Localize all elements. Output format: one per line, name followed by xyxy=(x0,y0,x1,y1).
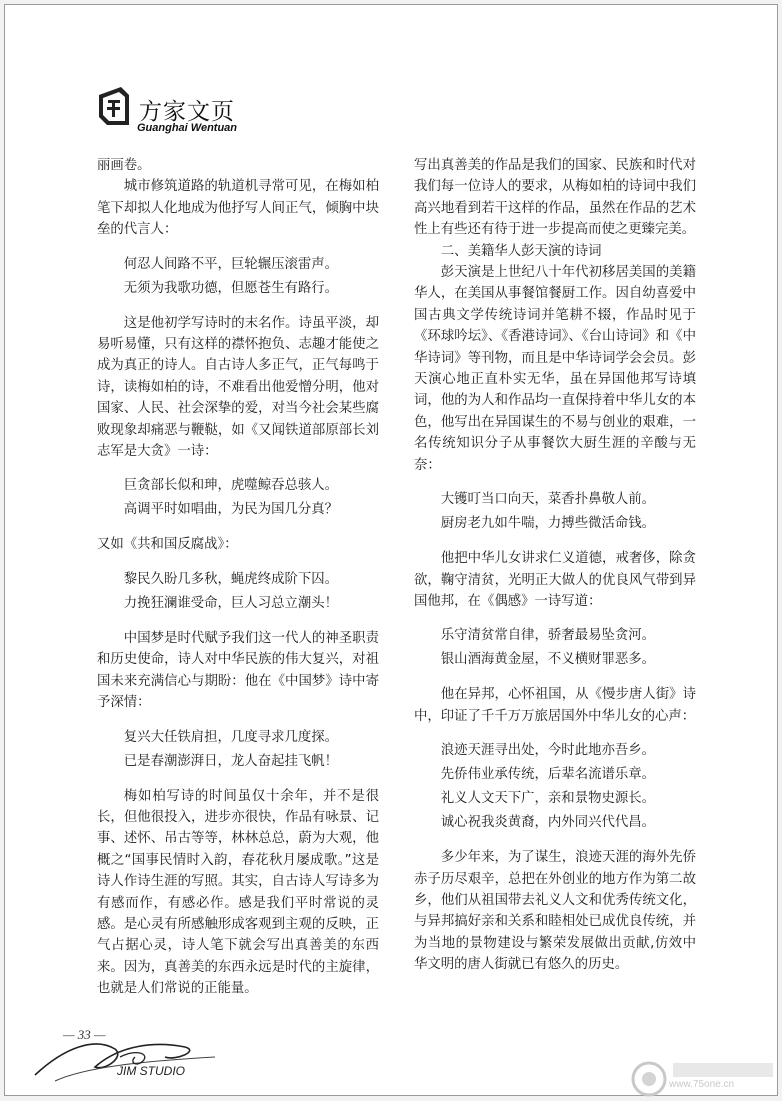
paragraph: 写出真善美的作品是我们的国家、民族和时代对我们每一位诗人的要求，从梅如柏的诗词中我们高兴地看到若干这样的作品，虽然在作品的艺术性上有些还有待于进一步提高而使之更臻完美。 xyxy=(414,158,696,238)
paragraph: 这是他初学写诗时的末名作。诗虽平淡，却易听易懂，只有这样的襟怀抱负、志趣才能使之成为真正的诗人。自古诗人多正气，正气每鸣于诗，读梅如柏的诗，不难看出他爱憎分明，他对国家、人民、社会深挚的爱，对当今社会某些腐败现象却痛恶与鞭鞑，如《又闻铁道部原部长刘志军是大贪》一诗： xyxy=(97,315,379,460)
left-column xyxy=(97,155,379,1000)
poem-line: 高调平时如唱曲，为民为国几分真？ xyxy=(123,502,339,518)
magazine-logo-icon xyxy=(97,85,131,129)
paragraph: 他把中华儿女讲求仁义道德，戒奢侈，除贪欲，鞠守清贫，光明正大做人的优良风气带到异国他邦，在《偶感》一诗写道： xyxy=(414,551,696,609)
poem-block xyxy=(97,726,379,774)
poem-line: 黎民久盼几多秋，蝇虎终成阶下囚。 xyxy=(123,571,339,587)
poem-line: 复兴大任铁肩担，几度寻求几度探。 xyxy=(123,729,339,745)
poem-block xyxy=(414,488,696,536)
poem-line: 厨房老九如牛喘，力搏些微活命钱。 xyxy=(440,516,656,532)
right-column xyxy=(414,155,696,976)
section-subtitle: Guanghai Wentuan xyxy=(137,122,238,134)
paragraph: 城市修筑道路的轨道机寻常可见，在梅如柏笔下却拟人化地成为他抒写人间正气，倾胸中块垒的代言人： xyxy=(97,179,379,238)
poem-block xyxy=(414,624,696,672)
poem-line: 银山酒海黄金屋，不义横财罪恶多。 xyxy=(440,652,656,668)
paragraph: 他在异邦，心怀祖国，从《慢步唐人街》诗中，印证了千千万万旅居国外中华儿女的心声： xyxy=(414,687,696,724)
poem-line: 诚心祝我炎黄裔，内外同兴代代昌。 xyxy=(440,815,656,831)
header xyxy=(97,77,297,137)
watermark-url: www.75one.cn xyxy=(669,1079,735,1090)
poem-line: 大镬叮当口向天，菜香扑鼻敬人前。 xyxy=(440,492,656,508)
poem-line: 乐守清贫常自律，骄奢最易坠贪河。 xyxy=(440,628,656,644)
signature-logo xyxy=(25,1027,235,1087)
studio-label: JIM STUDIO xyxy=(117,1064,185,1078)
poem-block xyxy=(97,568,379,616)
poem-line: 巨贪部长似和珅，虎噬鲸吞总骇人。 xyxy=(123,478,339,494)
poem-line: 力挽狂澜谁受命，巨人习总立潮头！ xyxy=(123,595,339,611)
poem-line: 已是春潮澎湃日，龙人奋起挂飞帆！ xyxy=(123,753,339,769)
page-number: — 33 — xyxy=(63,1027,106,1042)
poem-line: 何忍人间路不平，巨轮辗压滚雷声。 xyxy=(123,256,339,272)
poem-block xyxy=(97,474,379,522)
paragraph: 又如《共和国反腐战》： xyxy=(97,537,238,553)
paragraph: 中国梦是时代赋予我们这一代人的神圣职责和历史使命，诗人对中华民族的伟大复兴，对祖国未来充满信心与期盼：他在《中国梦》诗中寄予深情： xyxy=(97,630,379,711)
poem-block xyxy=(97,253,379,301)
poem-line: 浪迹天涯寻出处，今时此地亦吾乡。 xyxy=(440,743,656,759)
poem-line: 先侨伟业承传统，后辈名流谱乐章。 xyxy=(440,767,656,783)
poem-line: 无须为我歌功德，但愿苍生有路行。 xyxy=(123,280,339,296)
paragraph: 梅如柏写诗的时间虽仅十余年，并不是很长，但他很投入，进步亦很快，作品有咏景、记事、述怀、吊古等等，林林总总，蔚为大观，他概之“国事民情时入韵，春花秋月屡成歌。”这是诗人作诗生涯的写照。其实，自古诗人写诗多为有感而作，有感必作。感是我们平时常说的灵感。是心灵有所感触形成客观到主观的反映，正气占据心灵，诗人笔下就会写出真善美的东西来。因为，真善美的东西永远是时代的主旋律，也就是人们常说的正能量。 xyxy=(97,788,379,997)
poem-line: 礼义人文天下广，亲和景物史源长。 xyxy=(440,791,656,807)
section-heading: 二、美籍华人彭天演的诗词 xyxy=(440,243,602,259)
paragraph: 多少年来，为了谋生，浪迹天涯的海外先侨赤子历尽艰辛，总把在外创业的地方作为第二故乡，他们从祖国带去礼义人文和优秀传统文化，与异邦搞好亲和关系和睦相处已成优良传统，并为当地的景物建设与繁荣发展做出贡献,仿效中华文明的唐人街就已有悠久的历史。 xyxy=(414,850,696,973)
page xyxy=(4,4,778,1096)
section-title: 方家文页 xyxy=(139,99,235,125)
paragraph: 丽画卷。 xyxy=(97,158,151,173)
paragraph: 彭天演是上世纪八十年代初移居美国的美籍华人，在美国从事餐馆餐厨工作。因自幼喜爱中国古典文学传统诗词并笔耕不辍，作品时见于《环球吟坛》、《香港诗词》、《台山诗词》和《中华诗词》等刊物，而且是中华诗词学会会员。彭天演心地正直朴实无华，虽在异国他邦写诗填词，他的为人和作品均一直保持着中华儿女的本色，他写出在异国谋生的不易与创业的艰难，一名传统知识分子从事餐饮大厨生涯的辛酸与无奈： xyxy=(414,265,696,473)
poem-block xyxy=(414,739,696,835)
